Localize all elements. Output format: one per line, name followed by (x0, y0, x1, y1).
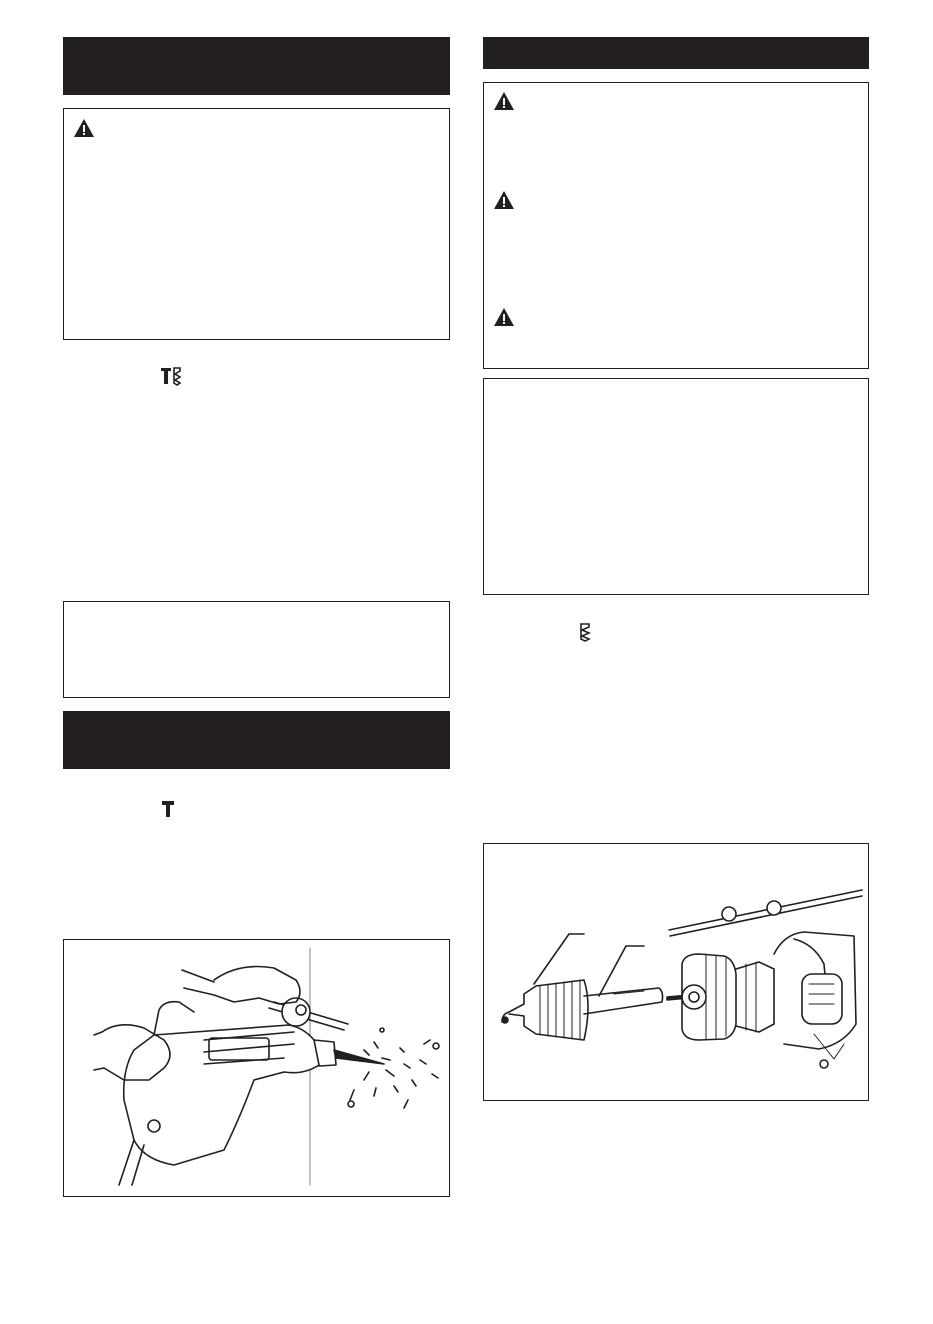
hammer-mode-icon (160, 799, 176, 819)
warning-triangle-icon (73, 118, 95, 138)
left-warning-box (63, 108, 450, 340)
right-notice-box (483, 378, 869, 595)
hammer-drill-mode-icon (160, 366, 182, 386)
warning-triangle-icon (493, 91, 515, 111)
left-note-box (63, 601, 450, 698)
chiseling-illustration (64, 940, 448, 1195)
rotation-only-mode-icon (578, 622, 592, 642)
right-warning-box (483, 82, 869, 369)
hammering-section-header-bar (63, 711, 450, 769)
warning-triangle-icon (493, 190, 515, 210)
chuck-adapter-figure (483, 843, 869, 1101)
right-section-header-bar (483, 37, 869, 69)
warning-triangle-icon (493, 307, 515, 327)
left-section-header-bar (63, 37, 450, 95)
chuck-leader-line (534, 934, 584, 984)
chiseling-figure (63, 939, 450, 1197)
adapter-leader-line (599, 946, 644, 996)
drill-chuck-adapter-illustration (484, 844, 867, 1099)
